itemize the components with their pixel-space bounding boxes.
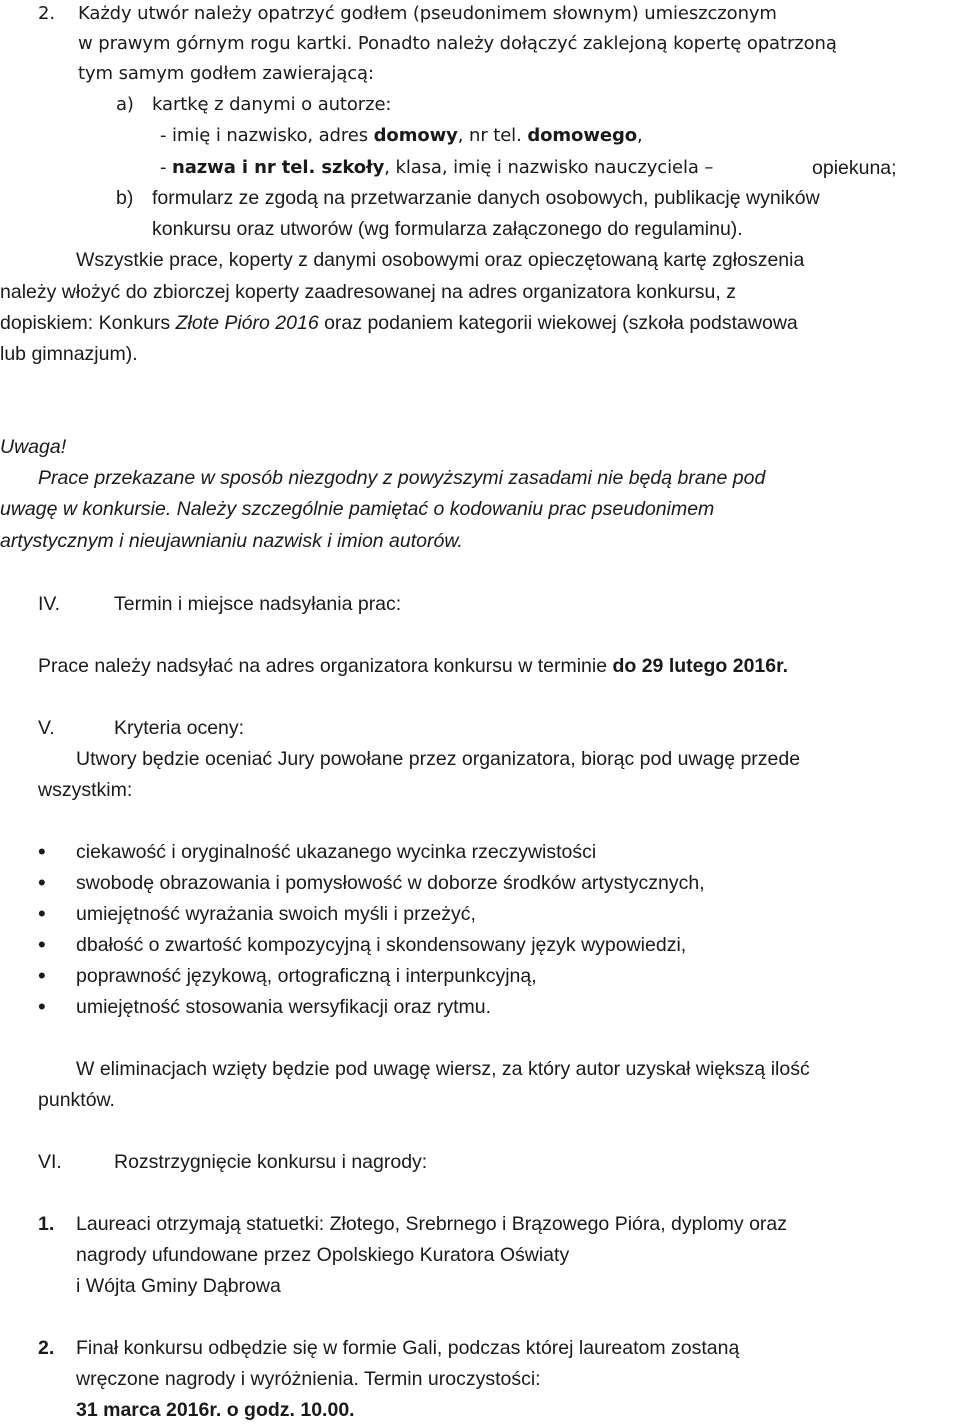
- text-line: Finał konkursu odbędzie się w formie Gali, podczas której laureatom zostaną: [76, 1337, 740, 1359]
- note-line: Prace przekazane w sposób niezgodny z powyższymi zasadami nie będą brane pod: [38, 467, 766, 489]
- text-span: opiekuna;: [812, 157, 897, 179]
- text-span: dopiskiem: Konkurs: [0, 312, 176, 334]
- list-label: a): [116, 94, 134, 115]
- text-line: [38, 652, 788, 680]
- text-line: i Wójta Gminy Dąbrowa: [76, 1275, 281, 1297]
- list-item: ciekawość i oryginalność ukazanego wycinka rzeczywistości: [76, 841, 597, 863]
- point-number: 2.: [38, 3, 55, 24]
- text-span: Prace należy nadsyłać na adres organizatora konkursu w terminie: [38, 655, 613, 677]
- text-line: wszystkim:: [38, 779, 133, 801]
- note-line: uwagę w konkursie. Należy szczególnie pamiętać o kodowaniu prac pseudonimem: [0, 498, 715, 520]
- section-title: Termin i miejsce nadsyłania prac:: [114, 593, 402, 615]
- item-number: 1.: [38, 1213, 55, 1235]
- section-title: Kryteria oceny:: [114, 717, 245, 739]
- text-line: w prawym górnym rogu kartki. Ponadto należy dołączyć zaklejoną kopertę opatrzoną: [78, 33, 837, 54]
- text-line: Laureaci otrzymają statuetki: Złotego, Srebrnego i Brązowego Pióra, dyplomy oraz: [76, 1213, 788, 1235]
- text-line: Wszystkie prace, koperty z danymi osobowymi oraz opieczętowaną kartę zgłoszenia: [76, 249, 805, 271]
- text-span: oraz podaniem kategorii wiekowej (szkoła podstawowa: [318, 312, 798, 334]
- bullet-icon: •: [38, 932, 46, 957]
- text-line: nagrody ufundowane przez Opolskiego Kuratora Oświaty: [76, 1244, 570, 1266]
- text-line: punktów.: [38, 1089, 115, 1111]
- item-number: 2.: [38, 1337, 55, 1359]
- text-span: , nr tel.: [457, 125, 528, 146]
- list-item: umiejętność wyrażania swoich myśli i przeżyć,: [76, 903, 476, 925]
- text-span: -: [160, 157, 173, 178]
- list-label: b): [116, 187, 134, 209]
- note-title: Uwaga!: [0, 436, 67, 458]
- list-item: poprawność językową, ortograficzną i interpunkcyjną,: [76, 965, 537, 987]
- list-item: swobodę obrazowania i pomysłowość w doborze środków artystycznych,: [76, 872, 705, 894]
- bullet-icon: •: [38, 839, 46, 864]
- text-line: tym samym godłem zawierającą:: [78, 63, 374, 84]
- text-line: [160, 122, 643, 150]
- text-span: ,: [637, 125, 643, 146]
- bullet-icon: •: [38, 994, 46, 1019]
- text-line: [0, 309, 798, 337]
- italic-span: Złote Pióro 2016: [175, 312, 319, 334]
- list-item: umiejętność stosowania wersyfikacji oraz rytmu.: [76, 996, 492, 1018]
- text-line: lub gimnazjum).: [0, 343, 138, 365]
- text-span: - imię i nazwisko, adres: [160, 125, 374, 146]
- bold-span: domowy: [373, 125, 458, 146]
- bullet-icon: •: [38, 901, 46, 926]
- deadline: do 29 lutego 2016r.: [612, 655, 789, 677]
- text-line: wręczone nagrody i wyróżnienia. Termin uroczystości:: [76, 1368, 541, 1390]
- section-number: VI.: [38, 1151, 62, 1173]
- text-line: należy włożyć do zbiorczej koperty zaadresowanej na adres organizatora konkursu, z: [0, 281, 736, 303]
- list-item: dbałość o zwartość kompozycyjną i skondensowany język wypowiedzi,: [76, 934, 687, 956]
- note-line: artystycznym i nieujawnianiu nazwisk i imion autorów.: [0, 530, 463, 552]
- text-line: Utwory będzie oceniać Jury powołane przez organizatora, biorąc pod uwagę przede: [76, 748, 801, 770]
- text-line: W eliminacjach wzięty będzie pod uwagę wiersz, za który autor uzyskał większą ilość: [76, 1058, 810, 1080]
- section-title: Rozstrzygnięcie konkursu i nagrody:: [114, 1151, 428, 1173]
- bullet-icon: •: [38, 963, 46, 988]
- text-line: formularz ze zgodą na przetwarzanie danych osobowych, publikację wyników: [152, 187, 820, 209]
- ceremony-date: 31 marca 2016r. o godz. 10.00.: [76, 1399, 355, 1421]
- section-number: IV.: [38, 593, 61, 615]
- bold-span: nazwa i nr tel. szkoły: [172, 157, 385, 178]
- text-line: kartkę z danymi o autorze:: [152, 94, 392, 115]
- text-line: [160, 154, 713, 182]
- bold-span: domowego: [527, 125, 638, 146]
- bullet-icon: •: [38, 870, 46, 895]
- text-line: konkursu oraz utworów (wg formularza załączonego do regulaminu).: [152, 218, 743, 240]
- section-number: V.: [38, 717, 55, 739]
- text-span: , klasa, imię i nazwisko nauczyciela –: [384, 157, 714, 178]
- text-line: Każdy utwór należy opatrzyć godłem (pseudonimem słownym) umieszczonym: [78, 3, 777, 24]
